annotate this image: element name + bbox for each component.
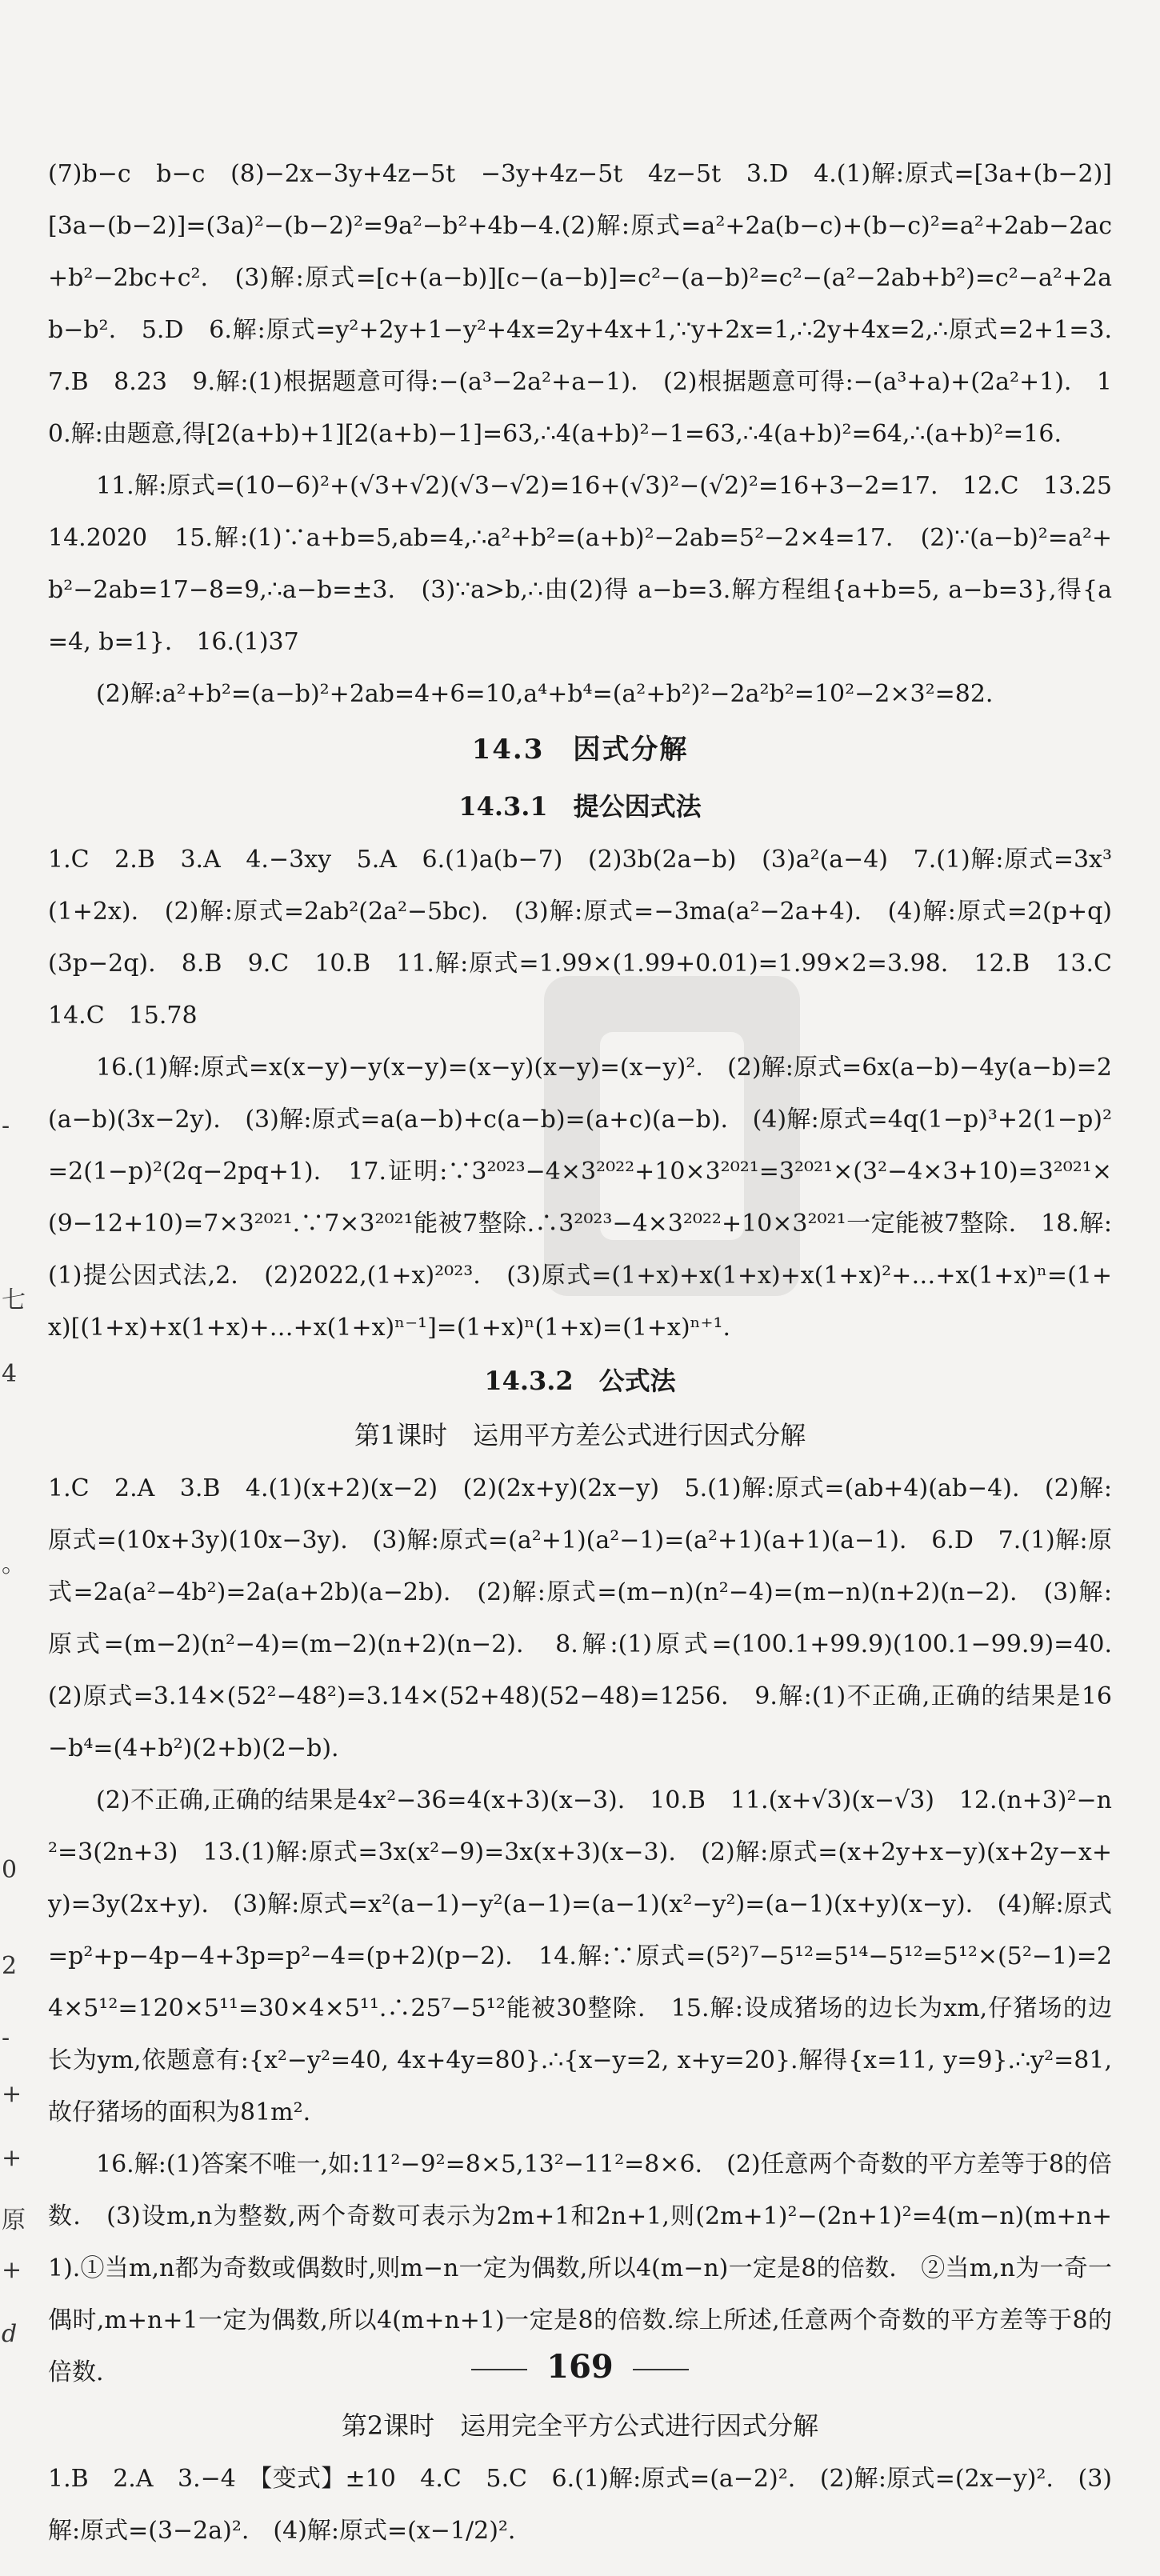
margin-fragment: 。 <box>2 1550 26 1578</box>
margin-fragment: d <box>2 2320 18 2348</box>
lesson-heading: 第2课时 运用完全平方公式进行因式分解 <box>341 2410 819 2441</box>
lesson-heading: 第1课时 运用平方差公式进行因式分解 <box>354 1420 806 1450</box>
answer-paragraph: 16.(1)解:原式=x(x−y)−y(x−y)=(x−y)(x−y)=(x−y)². (2)解:原式=6x(a−b)−4y(a−b)=2(a−b)(3x−2y). (3)解:原式=a(a−b)+c(a−b)=(a+c)(a−b). (4)解:原式=4q(1−p)³+2(1−p)²=2(1−p)²(2q−2pq+1). 17.证明:∵3²⁰²³−4×3²⁰²²+10×3²⁰²¹=3²⁰²¹×(3²−4×3+10)=3²⁰²¹×(9−12+10)=7×3²⁰²¹.∵7×3²⁰²¹能被7整除.∴3²⁰²³−4×3²⁰²²+10×3²⁰²¹一定能被7整除. 18.解:(1)提公因式法,2. (2)2022,(1+x)²⁰²³. (3)原式=(1+x)+x(1+x)+x(1+x)²+…+x(1+x)ⁿ=(1+x)[(1+x)+x(1+x)+…+x(1+x)ⁿ⁻¹]=(1+x)ⁿ(1+x)=(1+x)ⁿ⁺¹. <box>48 1054 1112 1342</box>
footer-rule-right <box>633 2369 689 2370</box>
margin-fragment: 七 <box>2 1286 26 1314</box>
margin-fragment: + <box>2 2144 22 2172</box>
margin-fragment: + <box>2 2256 22 2284</box>
answer-paragraph: (2)解:a²+b²=(a−b)²+2ab=4+6=10,a⁴+b⁴=(a²+b²)²−2a²b²=10²−2×3²=82. <box>96 680 994 708</box>
margin-fragment: 2 <box>2 1952 18 1980</box>
answer-content <box>48 148 1136 2557</box>
left-margin-fragments <box>2 0 34 2576</box>
margin-fragment: 原 <box>2 2206 26 2234</box>
section-heading: 14.3 因式分解 <box>471 734 689 766</box>
subsection-heading: 14.3.2 公式法 <box>484 1366 676 1396</box>
subsection-heading: 14.3.1 提公因式法 <box>458 791 702 822</box>
answer-paragraph: (7)b−c b−c (8)−2x−3y+4z−5t −3y+4z−5t 4z−5t 3.D 4.(1)解:原式=[3a+(b−2)][3a−(b−2)]=(3a)²−(b−2)²=9a²−b²+4b−4.(2)解:原式=a²+2a(b−c)+(b−c)²=a²+2ab−2ac+b²−2bc+c². (3)解:原式=[c+(a−b)][c−(a−b)]=c²−(a−b)²=c²−(a²−2ab+b²)=c²−a²+2ab−b². 5.D 6.解:原式=y²+2y+1−y²+4x=2y+4x+1,∵y+2x=1,∴2y+4x=2,∴原式=2+1=3. 7.B 8.23 9.解:(1)根据题意可得:−(a³−2a²+a−1). (2)根据题意可得:−(a³+a)+(2a²+1). 10.解:由题意,得[2(a+b)+1][2(a+b)−1]=63,∴4(a+b)²−1=63,∴4(a+b)²=64,∴(a+b)²=16. <box>48 160 1136 448</box>
answer-paragraph: (2)不正确,正确的结果是4x²−36=4(x+3)(x−3). 10.B 11.(x+√3)(x−√3) 12.(n+3)²−n²=3(2n+3) 13.(1)解:原式=3x(x²−9)=3x(x+3)(x−3). (2)解:原式=(x+2y+x−y)(x+2y−x+y)=3y(2x+y). (3)解:原式=x²(a−1)−y²(a−1)=(a−1)(x²−y²)=(a−1)(x+y)(x−y). (4)解:原式=p²+p−4p−4+3p=p²−4=(p+2)(p−2). 14.解:∵原式=(5²)⁷−5¹²=5¹⁴−5¹²=5¹²×(5²−1)=24×5¹²=120×5¹¹=30×4×5¹¹.∴25⁷−5¹²能被30整除. 15.解:设成猪场的边长为xm,仔猪场的边长为ym,依题意有:{x²−y²=40, 4x+4y=80}.∴{x−y=2, x+y=20}.解得{x=11, y=9}.∴y²=81,故仔猪场的面积为81m². <box>48 1786 1112 2126</box>
margin-fragment: + <box>2 2080 22 2108</box>
answer-paragraph: 11.解:原式=(10−6)²+(√3+√2)(√3−√2)=16+(√3)²−(√2)²=16+3−2=17. 12.C 13.25 14.2020 15.解:(1)∵a+b=5,ab=4,∴a²+b²=(a+b)²−2ab=5²−2×4=17. (2)∵(a−b)²=a²+b²−2ab=17−8=9,∴a−b=±3. (3)∵a>b,∴由(2)得 a−b=3.解方程组{a+b=5, a−b=3},得{a=4, b=1}. 16.(1)37 <box>48 472 1136 656</box>
answer-paragraph: 1.B 2.A 3.−4 【变式】±10 4.C 5.C 6.(1)解:原式=(a−2)². (2)解:原式=(2x−y)². (3)解:原式=(3−2a)². (4)解:原式=(x−1/2)². <box>48 2465 1112 2545</box>
answer-paragraph: 16.解:(1)答案不唯一,如:11²−9²=8×5,13²−11²=8×6. (2)任意两个奇数的平方差等于8的倍数. (3)设m,n为整数,两个奇数可表示为2m+1和2n+1,则(2m+1)²−(2n+1)²=4(m−n)(m+n+1).①当m,n都为奇数或偶数时,则m−n一定为偶数,所以4(m−n)一定是8的倍数. ②当m,n为一奇一偶时,m+n+1一定为偶数,所以4(m+n+1)一定是8的倍数.综上所述,任意两个奇数的平方差等于8的倍数. <box>48 2150 1112 2386</box>
margin-fragment: - <box>2 2024 10 2052</box>
page-footer <box>0 2348 1160 2386</box>
footer-rule-left <box>471 2369 527 2370</box>
margin-fragment: - <box>2 1112 10 1140</box>
answer-paragraph: 1.C 2.A 3.B 4.(1)(x+2)(x−2) (2)(2x+y)(2x−y) 5.(1)解:原式=(ab+4)(ab−4). (2)解:原式=(10x+3y)(10x−3y). (3)解:原式=(a²+1)(a²−1)=(a²+1)(a+1)(a−1). 6.D 7.(1)解:原式=2a(a²−4b²)=2a(a+2b)(a−2b). (2)解:原式=(m−n)(n²−4)=(m−n)(n+2)(n−2). (3)解:原式=(m−2)(n²−4)=(m−2)(n+2)(n−2). 8.解:(1)原式=(100.1+99.9)(100.1−99.9)=40. (2)原式=3.14×(52²−48²)=3.14×(52+48)(52−48)=1256. 9.解:(1)不正确,正确的结果是16−b⁴=(4+b²)(2+b)(2−b). <box>48 1474 1136 1762</box>
margin-fragment: 0 <box>2 1856 18 1884</box>
page-number: 169 <box>546 2348 614 2386</box>
margin-fragment: 4 <box>2 1360 18 1388</box>
answer-paragraph: 1.C 2.B 3.A 4.−3xy 5.A 6.(1)a(b−7) (2)3b(2a−b) (3)a²(a−4) 7.(1)解:原式=3x³(1+2x). (2)解:原式=2ab²(2a²−5bc). (3)解:原式=−3ma(a²−2a+4). (4)解:原式=2(p+q)(3p−2q). 8.B 9.C 10.B 11.解:原式=1.99×(1.99+0.01)=1.99×2=3.98. 12.B 13.C 14.C 15.78 <box>48 846 1136 1030</box>
